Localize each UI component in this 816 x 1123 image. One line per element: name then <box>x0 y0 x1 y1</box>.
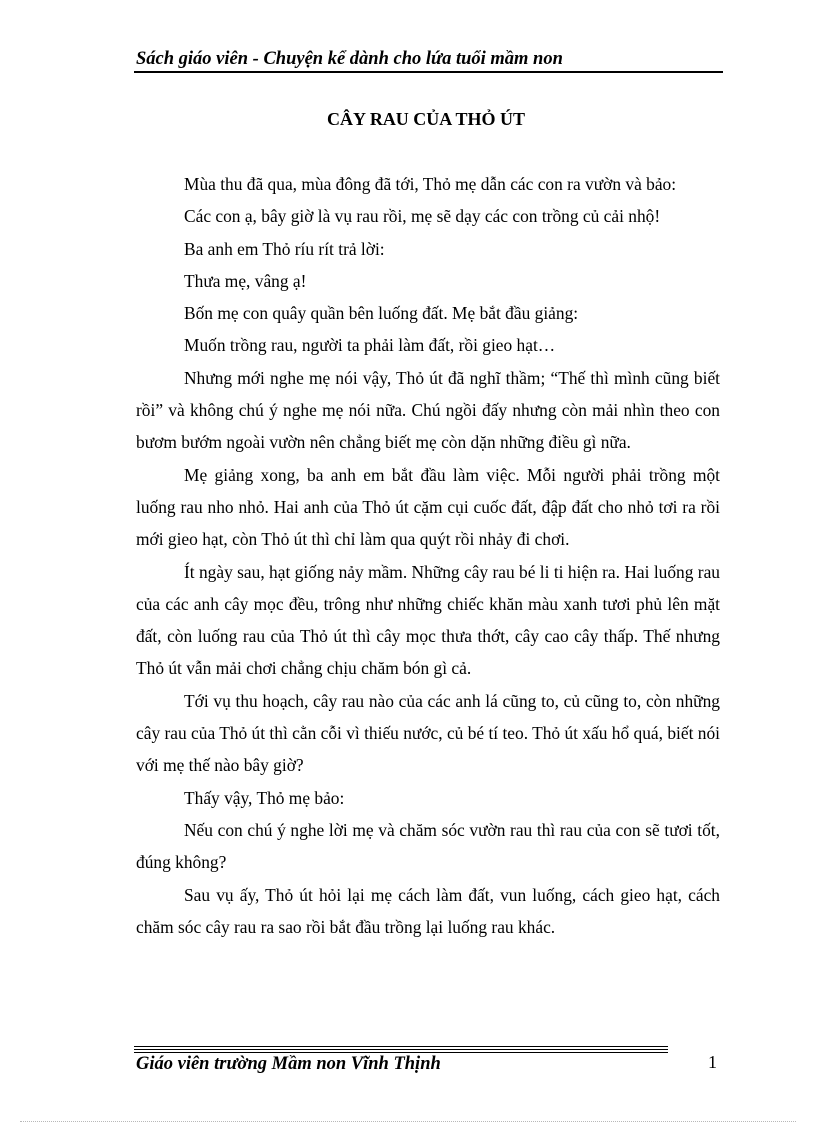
story-body <box>136 168 720 943</box>
paragraph: Thưa mẹ, vâng ạ! <box>184 270 307 291</box>
paragraph: Nếu con chú ý nghe lời mẹ và chăm sóc vườn rau thì rau của con sẽ tươi tốt, đúng không? <box>136 819 720 873</box>
paragraph: Sau vụ ấy, Thỏ út hỏi lại mẹ cách làm đất, vun luống, cách gieo hạt, cách chăm sóc cây rau ra sao rồi bắt đầu trồng lại luống rau khác. <box>136 884 720 937</box>
paragraph: Thấy vậy, Thỏ mẹ bảo: <box>184 787 345 808</box>
footer-divider <box>134 1049 668 1050</box>
running-footer: Giáo viên trường Mầm non Vĩnh Thịnh <box>136 1054 441 1074</box>
page-number: 1 <box>708 1052 717 1072</box>
running-header: Sách giáo viên - Chuyện kể dành cho lứa tuổi mầm non <box>136 49 563 69</box>
paragraph: Mùa thu đã qua, mùa đông đã tới, Thỏ mẹ dẫn các con ra vườn và bảo: <box>184 174 677 194</box>
paragraph: Ít ngày sau, hạt giống nảy mầm. Những cây rau bé li ti hiện ra. Hai luống rau của các anh cây mọc đều, trông như những chiếc khăn màu xanh tươi phủ lên mặt đất, còn luống rau của Thỏ út thì cây mọc thưa thớt, cây cao cây thấp. Thế nhưng Thỏ út vẫn mải chơi chẳng chịu chăm bón gì cả. <box>136 561 720 679</box>
paragraph: Các con ạ, bây giờ là vụ rau rồi, mẹ sẽ dạy các con trồng củ cải nhộ! <box>184 206 661 227</box>
paragraph: Bốn mẹ con quây quần bên luống đất. Mẹ bắt đầu giảng: <box>184 303 579 324</box>
paragraph: Ba anh em Thỏ ríu rít trả lời: <box>184 238 385 259</box>
paragraph: Muốn trồng rau, người ta phải làm đất, rồi gieo hạt… <box>184 335 556 356</box>
footer-divider <box>134 1046 668 1047</box>
paragraph: Nhưng mới nghe mẹ nói vậy, Thỏ út đã nghĩ thầm; “Thế thì mình cũng biết rồi” và không chú ý nghe mẹ nói nữa. Chú ngồi đấy nhưng còn mải nhìn theo con bươm bướm ngoài vườn nên chẳng biết mẹ còn dặn những điều gì nữa. <box>136 367 720 453</box>
footer-divider <box>134 1052 668 1053</box>
paragraph: Tới vụ thu hoạch, cây rau nào của các anh lá cũng to, củ cũng to, còn những cây rau của Thỏ út thì cằn cỗi vì thiếu nước, củ bé tí teo. Thỏ út xấu hổ quá, biết nói với mẹ thế nào bây giờ? <box>136 690 720 776</box>
story-title: CÂY RAU CỦA THỎ ÚT <box>326 109 526 129</box>
header-divider <box>134 71 723 73</box>
page-edge-dots <box>20 1121 796 1122</box>
paragraph: Mẹ giảng xong, ba anh em bắt đầu làm việc. Mỗi người phải trồng một luống rau nho nhỏ. Hai anh của Thỏ út cặm cụi cuốc đất, đập đất cho nhỏ tơi ra rồi mới gieo hạt, còn Thỏ út thì chỉ làm qua quýt rồi nhảy đi chơi. <box>136 464 720 550</box>
